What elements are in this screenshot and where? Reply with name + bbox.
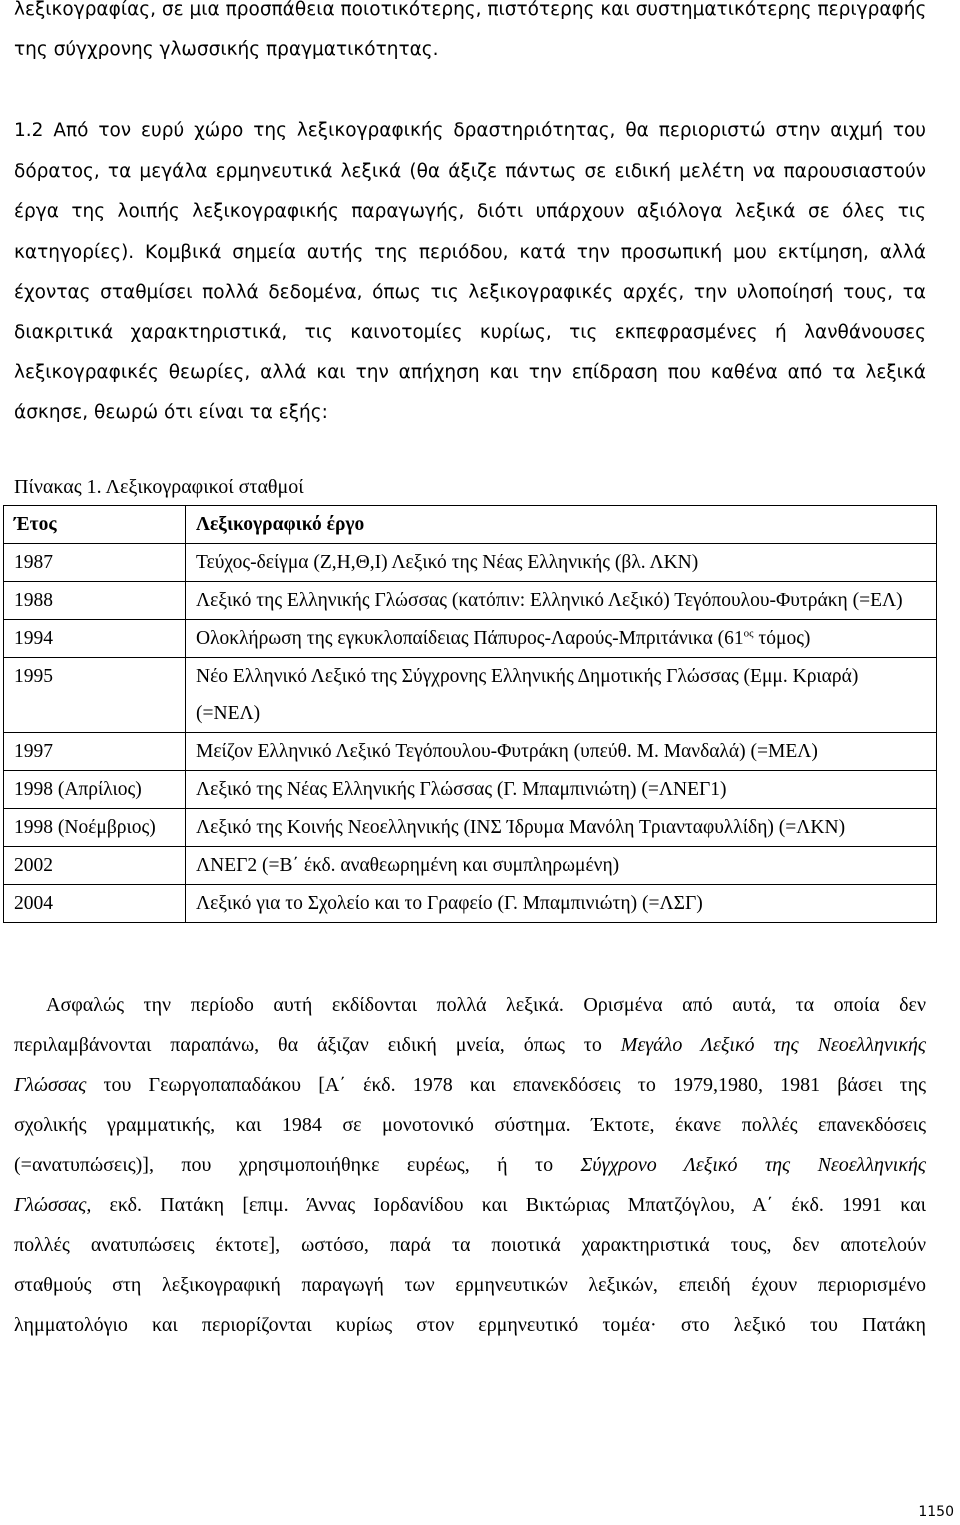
year-cell: 1997 — [4, 733, 186, 771]
section-line-4: κατηγορίες). Κομβικά σημεία αυτής της περιόδου, κατά την προσωπική μου εκτίμηση, αλλά — [14, 242, 926, 263]
closing-line-5 — [14, 1153, 926, 1177]
year-cell: 1988 — [4, 582, 186, 620]
table-row — [4, 771, 937, 809]
section-line-6: διακριτικά χαρακτηριστικά, τις καινοτομίες κυρίως, τις εκπεφρασμένες ή λανθάνουσες — [14, 322, 926, 343]
year-cell: 1994 — [4, 620, 186, 658]
work-cell: Λεξικό για το Σχολείο και το Γραφείο (Γ. Μπαμπινιώτη) (=ΛΣΓ) — [186, 885, 937, 923]
work-text-tail: τόμος) — [753, 628, 811, 649]
year-cell: 1998 (Απρίλιος) — [4, 771, 186, 809]
closing-text: (=ανατυπώσεις)], που χρησιμοποιήθηκε ευρέως, ή το — [14, 1154, 581, 1176]
work-text: Ολοκλήρωση της εγκυκλοπαίδειας Πάπυρος-Λαρούς-Μπριτάνικα (61 — [196, 628, 744, 649]
work-cell: Μείζον Ελληνικό Λεξικό Τεγόπουλου-Φυτράκη (υπεύθ. Μ. Μανδαλά) (=ΜΕΛ) — [186, 733, 937, 771]
work-cell: Λεξικό της Ελληνικής Γλώσσας (κατόπιν: Ελληνικό Λεξικό) Τεγόπουλου-Φυτράκη (=ΕΛ) — [186, 582, 937, 620]
closing-text: περιλαμβάνονται παραπάνω, θα άξιζαν ειδική μνεία, όπως το — [14, 1034, 621, 1056]
table-row — [4, 544, 937, 582]
section-line-2: δόρατος, τα μεγάλα ερμηνευτικά λεξικά (θα άξιζε πάντως σε ειδική μελέτη να παρουσιαστούν — [14, 161, 926, 182]
table-header-row — [4, 506, 937, 544]
table-row — [4, 809, 937, 847]
work-cell — [186, 620, 937, 658]
closing-text: του Γεωργοπαπαδάκου [Α΄ έκδ. 1978 και επανεκδόσεις το 1979,1980, 1981 βάσει της — [86, 1074, 926, 1096]
section-line-1: 1.2 Από τον ευρύ χώρο της λεξικογραφικής δραστηριότητας, θα περιοριστώ στην αιχμή του — [14, 120, 926, 141]
section-line-8: άσκησε, θεωρώ ότι είναι τα εξής: — [14, 402, 328, 423]
work-cell: Λεξικό της Κοινής Νεοελληνικής (ΙΝΣ Ίδρυμα Μανόλη Τριανταφυλλίδη) (=ΛΚΝ) — [186, 809, 937, 847]
closing-line-7: πολλές ανατυπώσεις έκτοτε], ωστόσο, παρά τα ποιοτικά χαρακτηριστικά τους, δεν αποτελούν — [14, 1234, 926, 1256]
work-cell: Τεύχος-δείγμα (Ζ,Η,Θ,Ι) Λεξικό της Νέας Ελληνικής (βλ. ΛΚΝ) — [186, 544, 937, 582]
year-cell: 1995 — [4, 658, 186, 733]
year-cell: 2004 — [4, 885, 186, 923]
ordinal-superscript: ος — [743, 627, 754, 640]
work-cell: Νέο Ελληνικό Λεξικό της Σύγχρονης Ελληνικής Δημοτικής Γλώσσας (Εμμ. Κριαρά) (=ΝΕΛ) — [186, 658, 937, 733]
table-row — [4, 620, 937, 658]
table-row — [4, 885, 937, 923]
book-title-italic: Γλώσσας, — [14, 1194, 92, 1216]
table-row — [4, 658, 937, 733]
closing-text: εκδ. Πατάκη [επιμ. Άννας Ιορδανίδου και Βικτώριας Μπατζόγλου, Α΄ έκδ. 1991 και — [91, 1194, 926, 1216]
table-row — [4, 733, 937, 771]
work-cell: Λεξικό της Νέας Ελληνικής Γλώσσας (Γ. Μπαμπινιώτη) (=ΛΝΕΓ1) — [186, 771, 937, 809]
year-cell: 2002 — [4, 847, 186, 885]
section-line-7: λεξικογραφικές θεωρίες, αλλά και την απήχηση και την επίδραση που καθένα από τα λεξικά — [14, 362, 926, 383]
closing-line-6 — [14, 1193, 926, 1217]
milestones-table — [3, 505, 937, 923]
book-title-italic: Μεγάλο Λεξικό της Νεοελληνικής — [620, 1034, 926, 1056]
closing-line-9: λημματολόγιο και περιορίζονται κυρίως στον ερμηνευτικό τομέα· στο λεξικό του Πατάκη — [14, 1314, 926, 1336]
section-line-3: έργα της λοιπής λεξικογραφικής παραγωγής, διότι υπάρχουν αξιόλογα λεξικά σε όλες τις — [14, 201, 926, 222]
book-title-italic: Γλώσσας — [14, 1074, 87, 1096]
book-title-italic: Σύγχρονο Λεξικό της Νεοελληνικής — [580, 1154, 926, 1176]
page-number: 1150 — [918, 1504, 954, 1520]
header-work: Λεξικογραφικό έργο — [186, 506, 937, 544]
intro-line-2: της σύγχρονης γλωσσικής πραγματικότητας. — [14, 39, 439, 60]
year-cell: 1987 — [4, 544, 186, 582]
table-row — [4, 582, 937, 620]
year-cell: 1998 (Νοέμβριος) — [4, 809, 186, 847]
closing-line-2 — [14, 1033, 926, 1057]
section-line-5: έχοντας σταθμίσει πολλά δεδομένα, όπως τις λεξικογραφικές αρχές, την υλοποίησή τους, τα — [14, 282, 926, 303]
closing-line-3 — [14, 1073, 926, 1097]
work-cell: ΛΝΕΓ2 (=Β΄ έκδ. αναθεωρημένη και συμπληρωμένη) — [186, 847, 937, 885]
intro-line-1: λεξικογραφίας, σε μια προσπάθεια ποιοτικότερης, πιστότερης και συστηματικότερης περιγραφής — [14, 0, 927, 20]
header-year: Έτος — [4, 506, 186, 544]
closing-line-4: σχολικής γραμματικής, και 1984 σε μονοτονικό σύστημα. Έκτοτε, έκανε πολλές επανεκδόσεις — [14, 1114, 926, 1136]
closing-line-8: σταθμούς στη λεξικογραφική παραγωγή των ερμηνευτικών λεξικών, επειδή έχουν περιορισμένο — [14, 1274, 926, 1296]
table-row — [4, 847, 937, 885]
closing-line-1: Ασφαλώς την περίοδο αυτή εκδίδονται πολλά λεξικά. Ορισμένα από αυτά, τα οποία δεν — [46, 994, 926, 1016]
table-caption: Πίνακας 1. Λεξικογραφικοί σταθμοί — [14, 476, 304, 498]
